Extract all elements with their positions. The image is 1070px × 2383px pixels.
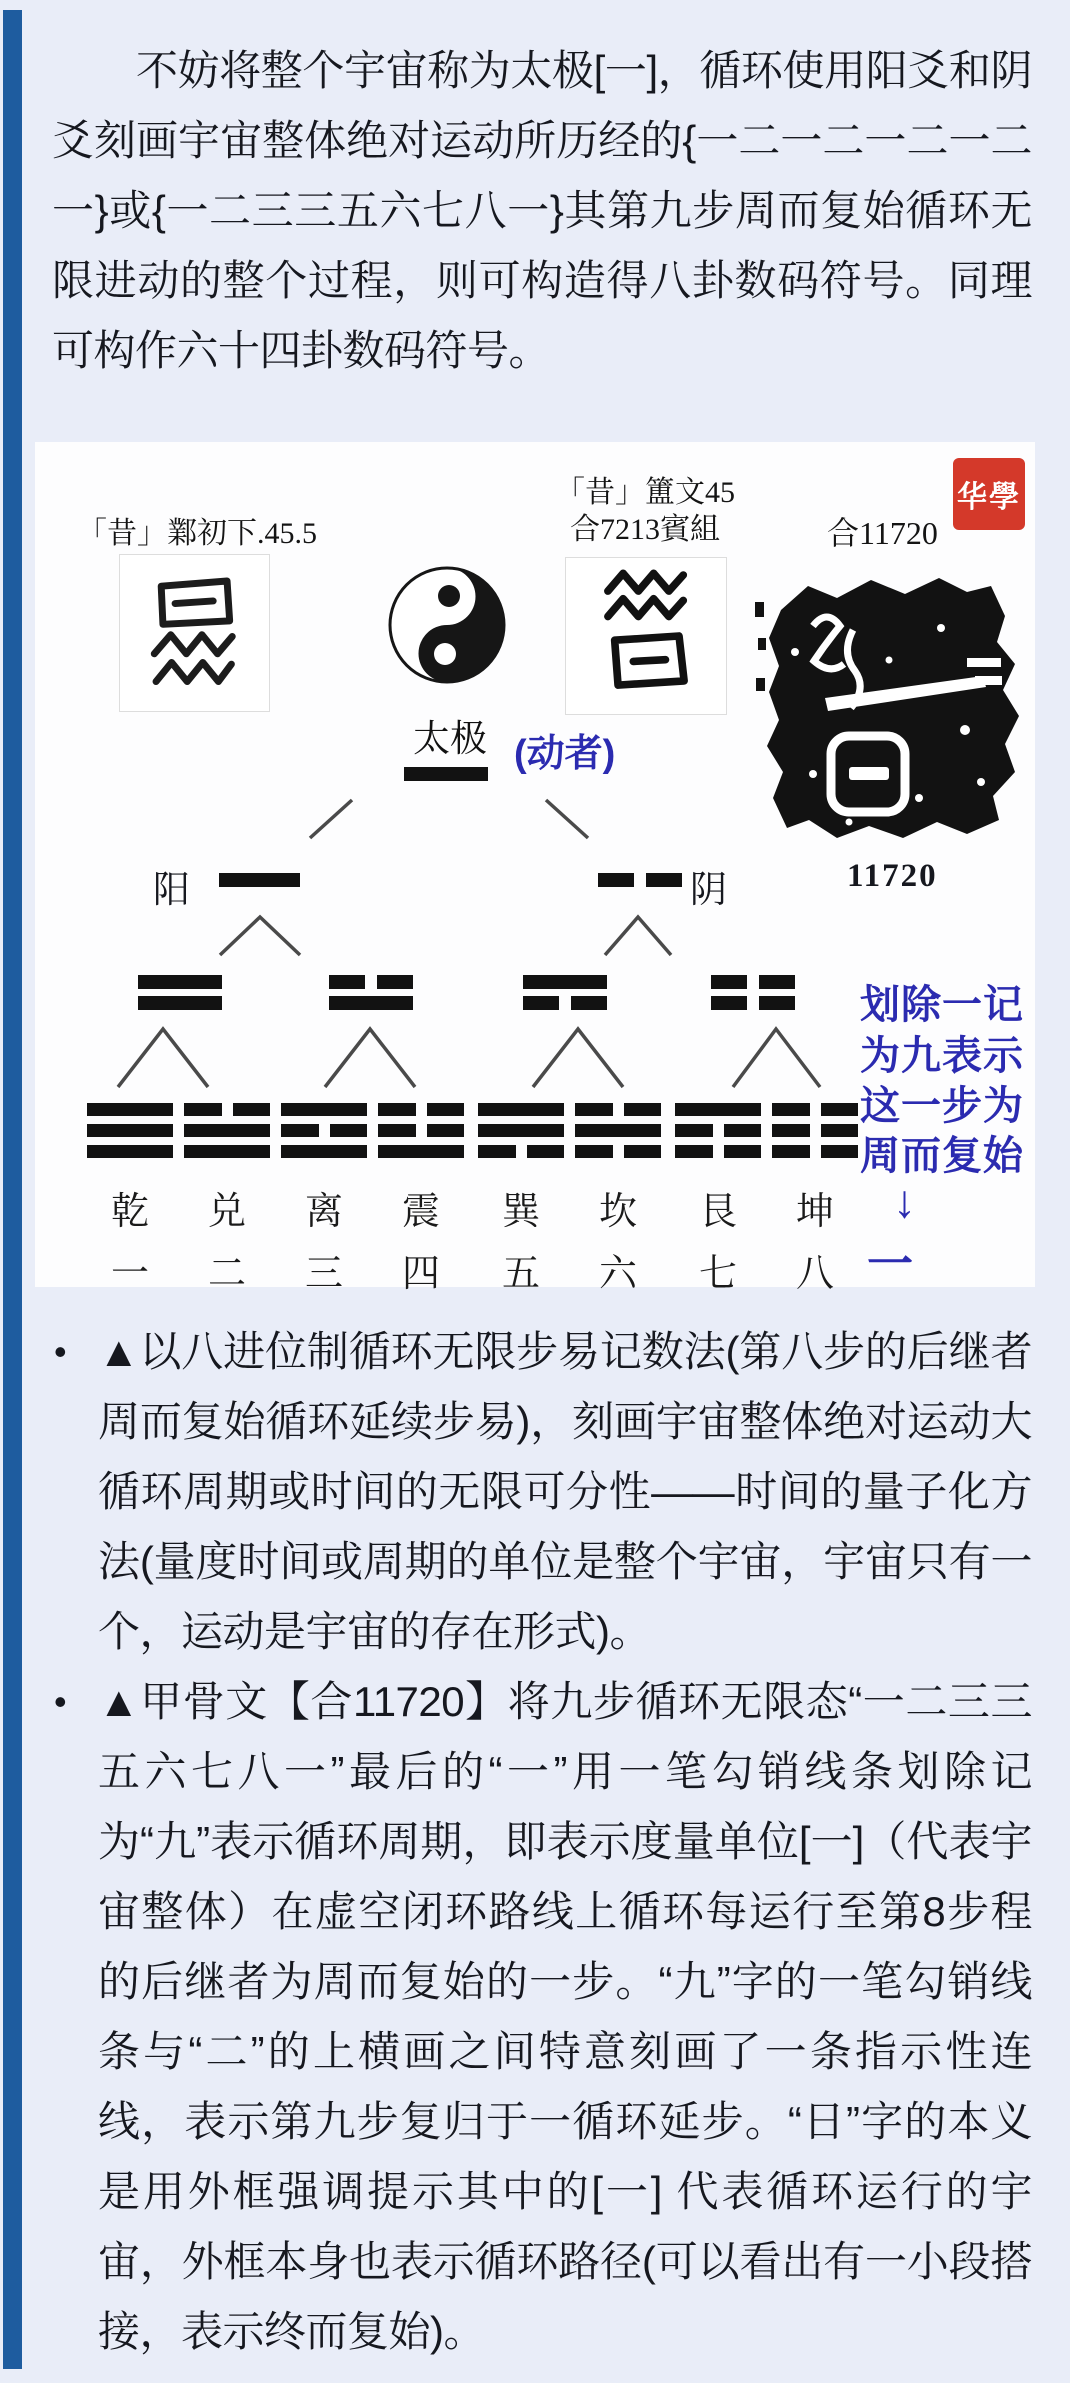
bullet-marker: •	[54, 1681, 67, 1722]
mover-label: (动者)	[514, 733, 616, 775]
trigram-name: 巽	[501, 1191, 540, 1233]
trigram-kun	[772, 1103, 858, 1158]
trigram-dui	[184, 1103, 270, 1158]
trigram-number: 一	[110, 1253, 149, 1295]
trigram-number: 三	[304, 1253, 343, 1295]
note-line: 划除一记	[860, 983, 1024, 1027]
trigram-name: 坤	[795, 1191, 834, 1233]
bullet-list	[52, 1317, 1032, 2367]
yang-label: 阳	[153, 870, 190, 911]
trigram-number: 五	[501, 1253, 540, 1295]
rubbing-number: 11720	[847, 858, 938, 894]
trigram-number: 二	[207, 1253, 246, 1295]
trigram-name: 震	[401, 1191, 440, 1233]
trigram-number: 七	[698, 1253, 737, 1295]
trigram-name: 艮	[698, 1191, 737, 1233]
trigram-name: 兑	[207, 1191, 246, 1233]
trigram-xun	[478, 1103, 564, 1158]
yang-line	[219, 873, 300, 887]
trigram-name: 离	[304, 1191, 343, 1233]
trigram-name: 乾	[110, 1191, 149, 1233]
trigram-gen	[675, 1103, 761, 1158]
caption-right: 合11720	[827, 515, 938, 551]
trigram-number: 八	[795, 1253, 834, 1295]
left-accent-bar	[3, 10, 22, 2369]
note-arrow-icon: ↓	[893, 1175, 916, 1227]
trigram-number: 四	[401, 1253, 440, 1295]
caption-middle-line2: 合7213賓組	[570, 513, 720, 546]
note-line: 为九表示	[860, 1034, 1024, 1078]
taiji-label: 太极	[413, 719, 487, 760]
note-line: 这一步为	[860, 1084, 1024, 1128]
trigram-number: 六	[598, 1253, 637, 1295]
bullet-item-1	[52, 1317, 1032, 1667]
article-content	[52, 0, 1032, 2367]
caption-left: 「昔」鄴初下.45.5	[77, 517, 317, 550]
bagua-figure	[35, 442, 1035, 1295]
yin-label: 阴	[690, 870, 727, 911]
note-one: 一	[867, 1238, 913, 1290]
bullet-marker: •	[54, 1331, 67, 1372]
red-seal-stamp: 华學	[953, 458, 1025, 530]
trigram-qian	[87, 1103, 173, 1158]
bullet-item-2	[52, 1667, 1032, 2367]
digram-taiyang	[138, 975, 222, 1010]
bullet-text-1: ▲以八进位制循环无限步易记数法(第八步的后继者周而复始循环延续步易)，刻画宇宙整体绝对运动大循环周期或时间的无限可分性——时间的量子化方法(量度时间或周期的单位是整个宇宙，宇宙只有一个，运动是宇宙的存在形式)。	[98, 1328, 1032, 1655]
trigram-kan	[575, 1103, 661, 1158]
note-line: 周而复始	[860, 1134, 1024, 1178]
digram-taiyin	[711, 975, 795, 1010]
trigram-li	[281, 1103, 367, 1158]
trigram-zhen	[378, 1103, 464, 1158]
digram-shaoyang	[523, 975, 607, 1010]
digram-shaoyin	[329, 975, 413, 1010]
intro-paragraph: 不妨将整个宇宙称为太极[一]，循环使用阳爻和阴爻刻画宇宙整体绝对运动所历经的{一二一二一二一二一}或{一二三三五六七八一}其第九步周而复始循环无限进动的整个过程，则可构造得八卦数码符号。同理可构作六十四卦数码符号。	[52, 47, 1032, 374]
caption-middle-line1: 「昔」簠文45	[555, 476, 735, 509]
trigram-name: 坎	[598, 1191, 637, 1233]
bullet-text-2: ▲甲骨文【合11720】将九步循环无限态“一二三三五六七八一”最后的“一”用一笔勾销线条划除记为“九”表示循环周期，即表示度量单位[一]（代表宇宙整体）在虚空闭环路线上循环每运行至第8步程的后继者为周而复始的一步。“九”字的一笔勾销线条与“二”的上横画之间特意刻画了一条指示性连线，表示第九步复归于一循环延步。“日”字的本义是用外框强调提示其中的[一] 代表循环运行的宇宙，外框本身也表示循环路径(可以看出有一小段搭接，表示终而复始)。	[98, 1678, 1032, 2355]
yin-line	[598, 873, 682, 887]
